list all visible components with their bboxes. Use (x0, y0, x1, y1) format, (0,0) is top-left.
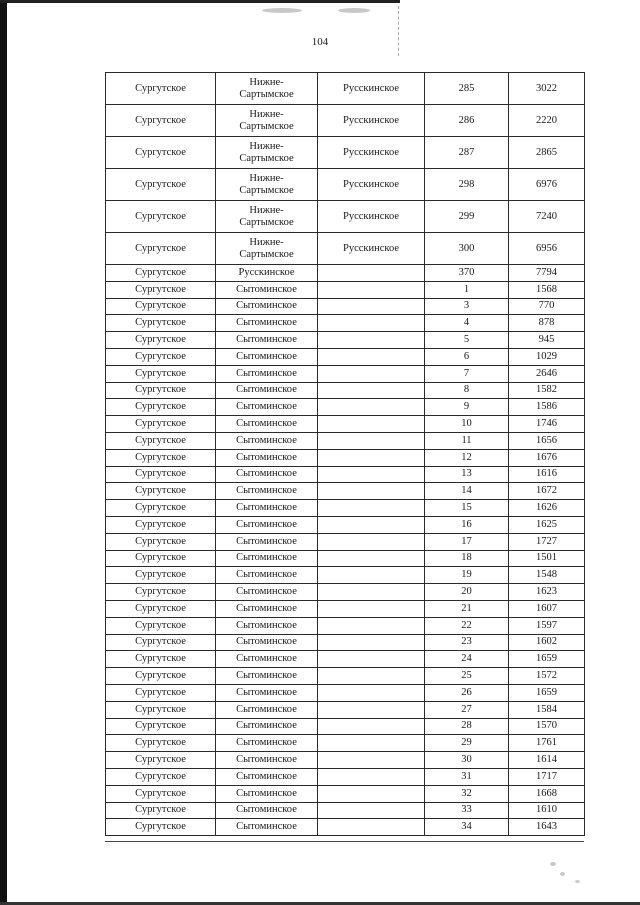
table-cell-neighbor-field (318, 550, 425, 567)
table-row (106, 281, 585, 298)
table-cell-neighbor-field (318, 802, 425, 819)
table-row (106, 416, 585, 433)
table-cell-field-name: Сургутское (106, 466, 216, 483)
table-cell-neighbor-field (318, 785, 425, 802)
table-cell-neighbor-field (318, 533, 425, 550)
table-cell-license-area: Сытоминское (216, 651, 318, 668)
table-cell-license-area: Сытоминское (216, 332, 318, 349)
table-cell-field-name: Сургутское (106, 718, 216, 735)
table-cell-field-name: Сургутское (106, 432, 216, 449)
table-cell-well-number: 287 (425, 137, 509, 169)
table-cell-depth-value: 1501 (509, 550, 585, 567)
table-cell-license-area: Сытоминское (216, 432, 318, 449)
table-cell-field-name: Сургутское (106, 785, 216, 802)
table-cell-well-number: 31 (425, 768, 509, 785)
table-cell-neighbor-field (318, 752, 425, 769)
table-cell-field-name: Сургутское (106, 684, 216, 701)
table-cell-license-area: Сытоминское (216, 752, 318, 769)
table-row (106, 500, 585, 517)
table-cell-well-number: 9 (425, 399, 509, 416)
table-cell-neighbor-field (318, 382, 425, 399)
table-cell-field-name: Сургутское (106, 365, 216, 382)
table-cell-license-area: Сытоминское (216, 416, 318, 433)
table-cell-well-number: 29 (425, 735, 509, 752)
table-cell-well-number: 24 (425, 651, 509, 668)
table-cell-license-area: Нижне- Сартымское (216, 201, 318, 233)
table-cell-depth-value: 3022 (509, 73, 585, 105)
scan-smudge (338, 8, 370, 13)
table-row (106, 533, 585, 550)
table-cell-field-name: Сургутское (106, 651, 216, 668)
table-cell-neighbor-field (318, 483, 425, 500)
table-cell-depth-value: 1626 (509, 500, 585, 517)
table-cell-license-area: Сытоминское (216, 533, 318, 550)
table-row (106, 298, 585, 315)
table-cell-well-number: 15 (425, 500, 509, 517)
table-row (106, 735, 585, 752)
table-cell-neighbor-field (318, 281, 425, 298)
table-cell-field-name: Сургутское (106, 265, 216, 282)
table-cell-well-number: 7 (425, 365, 509, 382)
scan-smudge (262, 8, 302, 13)
table-cell-neighbor-field (318, 701, 425, 718)
table-cell-license-area: Сытоминское (216, 315, 318, 332)
table-cell-neighbor-field (318, 600, 425, 617)
table-cell-depth-value: 1572 (509, 668, 585, 685)
table-cell-field-name: Сургутское (106, 449, 216, 466)
table-cell-depth-value: 6976 (509, 169, 585, 201)
table-cell-well-number: 23 (425, 634, 509, 651)
table-cell-well-number: 25 (425, 668, 509, 685)
table-cell-field-name: Сургутское (106, 348, 216, 365)
scan-smudge (560, 872, 565, 876)
table-cell-neighbor-field (318, 516, 425, 533)
page-number: 104 (311, 36, 329, 48)
table-cell-license-area: Нижне- Сартымское (216, 233, 318, 265)
table-bottom-line (105, 841, 584, 842)
table-cell-field-name: Сургутское (106, 137, 216, 169)
table-cell-license-area: Нижне- Сартымское (216, 73, 318, 105)
table-row (106, 684, 585, 701)
table-cell-license-area: Сытоминское (216, 516, 318, 533)
table-cell-license-area: Сытоминское (216, 668, 318, 685)
table-row (106, 483, 585, 500)
table-row (106, 399, 585, 416)
table-cell-field-name: Сургутское (106, 73, 216, 105)
table-cell-neighbor-field (318, 584, 425, 601)
table-cell-field-name: Сургутское (106, 315, 216, 332)
table-row (106, 819, 585, 836)
table-cell-field-name: Сургутское (106, 382, 216, 399)
table-cell-well-number: 26 (425, 684, 509, 701)
table-cell-license-area: Сытоминское (216, 449, 318, 466)
table-cell-neighbor-field (318, 634, 425, 651)
table-row (106, 802, 585, 819)
table-cell-license-area: Русскинское (216, 265, 318, 282)
table-cell-neighbor-field: Русскинское (318, 137, 425, 169)
table-row (106, 567, 585, 584)
table-row (106, 768, 585, 785)
table-cell-well-number: 32 (425, 785, 509, 802)
table-cell-license-area: Сытоминское (216, 567, 318, 584)
table-cell-field-name: Сургутское (106, 332, 216, 349)
table-cell-depth-value: 945 (509, 332, 585, 349)
table-cell-license-area: Сытоминское (216, 634, 318, 651)
table-cell-field-name: Сургутское (106, 298, 216, 315)
table-row (106, 550, 585, 567)
table-cell-license-area: Нижне- Сартымское (216, 105, 318, 137)
table-cell-depth-value: 770 (509, 298, 585, 315)
table-row (106, 348, 585, 365)
table-cell-license-area: Сытоминское (216, 785, 318, 802)
table-cell-depth-value: 2220 (509, 105, 585, 137)
table-cell-license-area: Сытоминское (216, 483, 318, 500)
table-cell-neighbor-field (318, 735, 425, 752)
table-cell-neighbor-field (318, 567, 425, 584)
table-cell-field-name: Сургутское (106, 668, 216, 685)
table-cell-depth-value: 1727 (509, 533, 585, 550)
table-cell-well-number: 6 (425, 348, 509, 365)
table-cell-neighbor-field: Русскинское (318, 73, 425, 105)
table-cell-field-name: Сургутское (106, 516, 216, 533)
scan-smudge (550, 862, 556, 866)
table-cell-depth-value: 2646 (509, 365, 585, 382)
table-cell-license-area: Сытоминское (216, 500, 318, 517)
table-cell-well-number: 34 (425, 819, 509, 836)
table-cell-field-name: Сургутское (106, 617, 216, 634)
table-row (106, 584, 585, 601)
table-cell-field-name: Сургутское (106, 768, 216, 785)
table-cell-well-number: 1 (425, 281, 509, 298)
table-cell-depth-value: 1656 (509, 432, 585, 449)
table-cell-license-area: Сытоминское (216, 735, 318, 752)
table-cell-neighbor-field (318, 265, 425, 282)
table-cell-neighbor-field (318, 500, 425, 517)
table-cell-depth-value: 1625 (509, 516, 585, 533)
table-cell-neighbor-field (318, 298, 425, 315)
table-cell-license-area: Сытоминское (216, 802, 318, 819)
table-cell-neighbor-field (318, 466, 425, 483)
table-cell-depth-value: 1717 (509, 768, 585, 785)
table-cell-well-number: 28 (425, 718, 509, 735)
table-cell-depth-value: 1586 (509, 399, 585, 416)
table-cell-neighbor-field (318, 399, 425, 416)
table-cell-neighbor-field (318, 365, 425, 382)
table-cell-well-number: 370 (425, 265, 509, 282)
table-row (106, 466, 585, 483)
scan-edge-left (0, 0, 7, 905)
data-table (105, 72, 585, 836)
table-cell-well-number: 3 (425, 298, 509, 315)
table-cell-field-name: Сургутское (106, 567, 216, 584)
table-cell-neighbor-field: Русскинское (318, 169, 425, 201)
table-body (106, 73, 585, 836)
table-cell-license-area: Сытоминское (216, 600, 318, 617)
table-cell-license-area: Сытоминское (216, 399, 318, 416)
table-row (106, 315, 585, 332)
table-cell-field-name: Сургутское (106, 533, 216, 550)
table-cell-field-name: Сургутское (106, 201, 216, 233)
table-row (106, 169, 585, 201)
table-cell-field-name: Сургутское (106, 584, 216, 601)
table-cell-field-name: Сургутское (106, 819, 216, 836)
table-cell-well-number: 300 (425, 233, 509, 265)
table-cell-depth-value: 1607 (509, 600, 585, 617)
table-cell-depth-value: 1659 (509, 651, 585, 668)
table-cell-field-name: Сургутское (106, 634, 216, 651)
table-cell-field-name: Сургутское (106, 281, 216, 298)
table-cell-well-number: 27 (425, 701, 509, 718)
table-row (106, 701, 585, 718)
table-cell-field-name: Сургутское (106, 802, 216, 819)
table-cell-field-name: Сургутское (106, 105, 216, 137)
table-cell-field-name: Сургутское (106, 399, 216, 416)
table-cell-field-name: Сургутское (106, 600, 216, 617)
table-row (106, 265, 585, 282)
table-cell-neighbor-field (318, 332, 425, 349)
table-cell-license-area: Сытоминское (216, 281, 318, 298)
table-cell-depth-value: 2865 (509, 137, 585, 169)
table-cell-depth-value: 1602 (509, 634, 585, 651)
table-cell-depth-value: 1610 (509, 802, 585, 819)
table-cell-well-number: 19 (425, 567, 509, 584)
table-cell-neighbor-field: Русскинское (318, 105, 425, 137)
table-cell-well-number: 17 (425, 533, 509, 550)
table-cell-well-number: 285 (425, 73, 509, 105)
table-cell-field-name: Сургутское (106, 701, 216, 718)
table-row (106, 201, 585, 233)
table-cell-depth-value: 1746 (509, 416, 585, 433)
table-cell-license-area: Сытоминское (216, 550, 318, 567)
table-cell-well-number: 11 (425, 432, 509, 449)
table-cell-license-area: Нижне- Сартымское (216, 169, 318, 201)
table-cell-well-number: 299 (425, 201, 509, 233)
table-cell-well-number: 298 (425, 169, 509, 201)
table-row (106, 382, 585, 399)
table-cell-neighbor-field (318, 668, 425, 685)
table-row (106, 137, 585, 169)
table-cell-field-name: Сургутское (106, 735, 216, 752)
table-cell-well-number: 18 (425, 550, 509, 567)
table-cell-depth-value: 1548 (509, 567, 585, 584)
table-cell-depth-value: 7794 (509, 265, 585, 282)
table-cell-neighbor-field (318, 718, 425, 735)
table-cell-well-number: 22 (425, 617, 509, 634)
table-cell-depth-value: 1616 (509, 466, 585, 483)
table-cell-neighbor-field (318, 684, 425, 701)
table-cell-neighbor-field (318, 432, 425, 449)
table-row (106, 365, 585, 382)
table-cell-well-number: 14 (425, 483, 509, 500)
table-cell-depth-value: 7240 (509, 201, 585, 233)
table-cell-depth-value: 1614 (509, 752, 585, 769)
table-cell-neighbor-field: Русскинское (318, 233, 425, 265)
table-cell-license-area: Сытоминское (216, 365, 318, 382)
table-cell-well-number: 5 (425, 332, 509, 349)
table-cell-well-number: 16 (425, 516, 509, 533)
table-cell-field-name: Сургутское (106, 483, 216, 500)
table-row (106, 73, 585, 105)
table-cell-neighbor-field (318, 449, 425, 466)
table-row (106, 600, 585, 617)
table-cell-field-name: Сургутское (106, 169, 216, 201)
table-cell-license-area: Сытоминское (216, 617, 318, 634)
table-row (106, 651, 585, 668)
table-cell-depth-value: 1029 (509, 348, 585, 365)
table-row (106, 617, 585, 634)
table-cell-neighbor-field (318, 315, 425, 332)
table-cell-neighbor-field (318, 651, 425, 668)
table-row (106, 785, 585, 802)
table-row (106, 516, 585, 533)
table-cell-depth-value: 1568 (509, 281, 585, 298)
table-cell-depth-value: 1597 (509, 617, 585, 634)
table-cell-license-area: Сытоминское (216, 348, 318, 365)
scan-edge-top (0, 0, 400, 3)
table-cell-depth-value: 1659 (509, 684, 585, 701)
table-row (106, 105, 585, 137)
table-cell-well-number: 20 (425, 584, 509, 601)
table-cell-depth-value: 1643 (509, 819, 585, 836)
table-cell-depth-value: 1668 (509, 785, 585, 802)
table-cell-license-area: Сытоминское (216, 819, 318, 836)
table-row (106, 634, 585, 651)
table-row (106, 718, 585, 735)
table-cell-license-area: Сытоминское (216, 701, 318, 718)
scan-artifact-dashes (398, 6, 400, 56)
table-cell-depth-value: 1676 (509, 449, 585, 466)
table-row (106, 449, 585, 466)
table-cell-field-name: Сургутское (106, 752, 216, 769)
table-cell-depth-value: 1672 (509, 483, 585, 500)
table-cell-field-name: Сургутское (106, 416, 216, 433)
table-row (106, 668, 585, 685)
table-cell-depth-value: 1584 (509, 701, 585, 718)
table-cell-neighbor-field (318, 617, 425, 634)
table-cell-well-number: 8 (425, 382, 509, 399)
table-cell-neighbor-field (318, 819, 425, 836)
table-cell-depth-value: 6956 (509, 233, 585, 265)
table-cell-well-number: 30 (425, 752, 509, 769)
table-cell-license-area: Сытоминское (216, 466, 318, 483)
table-cell-license-area: Сытоминское (216, 684, 318, 701)
table-cell-well-number: 13 (425, 466, 509, 483)
table-cell-field-name: Сургутское (106, 233, 216, 265)
table-cell-license-area: Нижне- Сартымское (216, 137, 318, 169)
table-cell-license-area: Сытоминское (216, 768, 318, 785)
table-row (106, 752, 585, 769)
table-row (106, 432, 585, 449)
table-cell-neighbor-field: Русскинское (318, 201, 425, 233)
table-row (106, 332, 585, 349)
table-cell-depth-value: 1570 (509, 718, 585, 735)
table-cell-well-number: 21 (425, 600, 509, 617)
table-cell-depth-value: 1582 (509, 382, 585, 399)
table-cell-well-number: 12 (425, 449, 509, 466)
table-cell-depth-value: 878 (509, 315, 585, 332)
table-cell-neighbor-field (318, 416, 425, 433)
table-cell-well-number: 4 (425, 315, 509, 332)
table-cell-well-number: 10 (425, 416, 509, 433)
table-cell-depth-value: 1623 (509, 584, 585, 601)
table-cell-field-name: Сургутское (106, 550, 216, 567)
table-cell-field-name: Сургутское (106, 500, 216, 517)
scan-smudge (575, 880, 580, 883)
table-cell-license-area: Сытоминское (216, 298, 318, 315)
table-row (106, 233, 585, 265)
table-cell-license-area: Сытоминское (216, 584, 318, 601)
table-cell-well-number: 33 (425, 802, 509, 819)
table-cell-neighbor-field (318, 768, 425, 785)
table-cell-license-area: Сытоминское (216, 718, 318, 735)
table-cell-license-area: Сытоминское (216, 382, 318, 399)
table-cell-well-number: 286 (425, 105, 509, 137)
table-cell-depth-value: 1761 (509, 735, 585, 752)
table-cell-neighbor-field (318, 348, 425, 365)
